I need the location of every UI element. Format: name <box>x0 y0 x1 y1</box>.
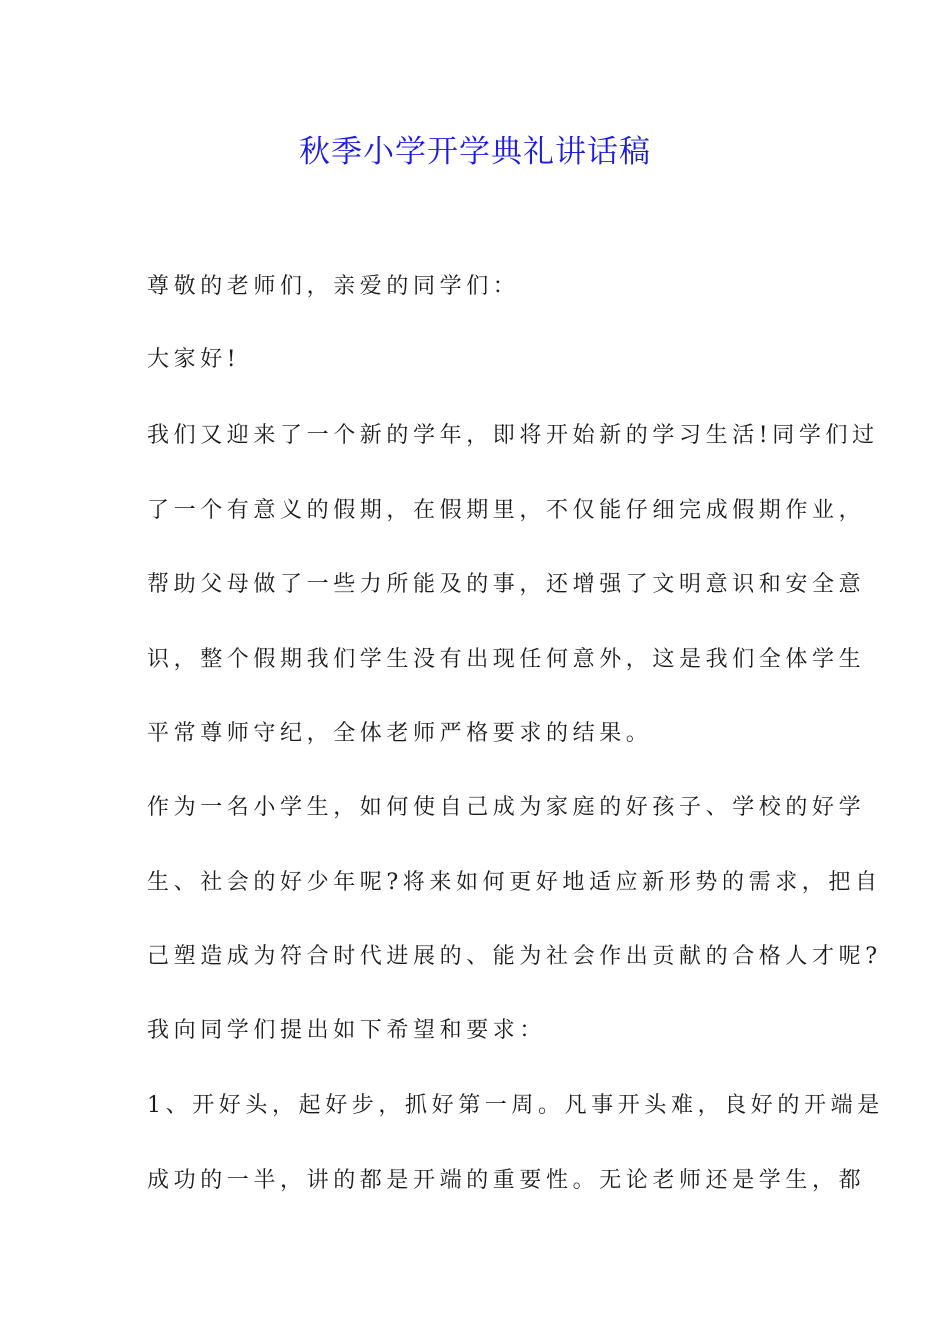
body-line: 生、社会的好少年呢?将来如何更好地适应新形势的需求，把自 <box>147 870 882 895</box>
body-line: 成功的一半，讲的都是开端的重要性。无论老师还是学生，都 <box>147 1168 866 1193</box>
body-line: 我向同学们提出如下希望和要求： <box>147 1018 547 1043</box>
body-line: 作为一名小学生，如何使自己成为家庭的好孩子、学校的好学 <box>147 795 866 820</box>
document-title: 秋季小学开学典礼讲话稿 <box>299 134 651 170</box>
body-line: 我们又迎来了一个新的学年，即将开始新的学习生活!同学们过 <box>147 423 879 448</box>
greeting-line: 大家好! <box>147 347 241 372</box>
body-line: 平常尊师守纪，全体老师严格要求的结果。 <box>147 721 653 746</box>
salutation-line: 尊敬的老师们，亲爱的同学们： <box>147 274 520 299</box>
body-line: 1、开好头，起好步，抓好第一周。凡事开头难，良好的开端是 <box>147 1093 884 1118</box>
body-line: 己塑造成为符合时代进展的、能为社会作出贡献的合格人才呢? <box>147 944 882 969</box>
body-line: 帮助父母做了一些力所能及的事，还增强了文明意识和安全意 <box>147 572 866 597</box>
body-line: 识，整个假期我们学生没有出现任何意外，这是我们全体学生 <box>147 647 866 672</box>
body-line: 了一个有意义的假期，在假期里，不仅能仔细完成假期作业， <box>147 498 866 523</box>
